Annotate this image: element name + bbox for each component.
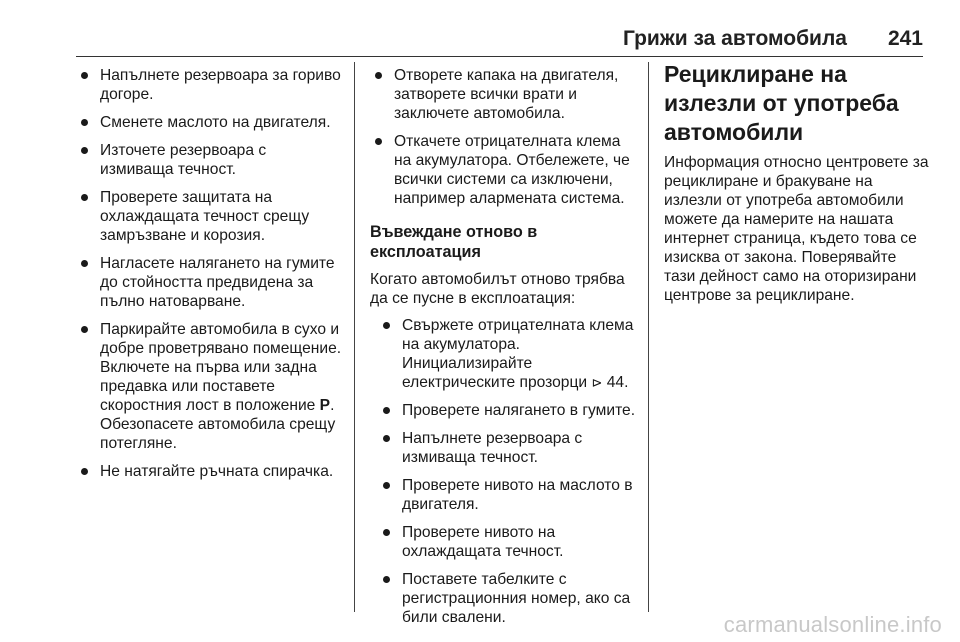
watermark: carmanualsonline.info [723,612,942,637]
list-item: Откачете отрицателната клема на акумулатора. Отбележете, че всички системи са изключени, например алармената система. [370,132,636,208]
header-title: Грижи за автомобила [622,27,847,50]
list-item: Проверете налягането в гумите. [378,401,636,420]
page-header [76,24,923,54]
list-item: Проверете нивото на охлаждащата течност. [378,523,636,561]
list-item: Напълнете резервоара за гориво догоре. [76,66,344,104]
list-item: Проверете нивото на маслото в двигателя. [378,476,636,514]
gear-position-label: P [319,397,331,414]
column-1 [76,66,344,490]
list-item: Нагласете налягането на гумите до стойността предвидена за пълно натоварване. [76,254,344,311]
list-item-text: Паркирайте автомобила в сухо и добре проветрявано помещение. Включете на първа или задна предавка или поставете скоростния лост в положение [100,321,342,414]
list-item: Проверете защитата на охлаждащата течност срещу замръзване и корозия. [76,188,344,245]
list-item: Поставете табелките с регистрационния номер, ако са били свалени. [378,570,636,627]
column-divider [354,62,355,612]
storage-steps-list-continued [370,66,636,208]
section-intro: Когато автомобилът отново трябва да се пусне в експлоатация: [370,271,625,307]
column-3 [664,61,930,305]
section-heading: Рециклиране на излезли от употреба автомобили [664,61,899,145]
column-divider [648,62,649,612]
list-item: Източете резервоара с измиваща течност. [76,141,344,179]
page-ref-arrow-icon: ⊳ [591,375,603,390]
section-heading: Въвеждане отново в експлоатация [370,223,538,261]
header-rule [76,56,923,57]
column-2 [370,66,636,636]
list-item-text: Свържете отрицателната клема на акумулатора. Инициализирайте електрическите прозорци [402,317,634,391]
list-item: Не натягайте ръчната спирачка. [76,462,344,481]
list-item: Напълнете резервоара с измиваща течност. [378,429,636,467]
page-number: 241 [887,27,923,50]
list-item [76,320,344,453]
list-item [378,316,636,392]
list-item: Отворете капака на двигателя, затворете всички врати и заключете автомобила. [370,66,636,123]
recommission-steps-list [370,316,636,627]
list-item: Сменете маслото на двигателя. [76,113,344,132]
page-reference-link[interactable]: 44. [606,374,629,391]
list-item-text: . Обезопасете автомобила срещу потегляне. [100,397,336,452]
body-paragraph: Информация относно центровете за рециклиране и бракуване на излезли от употреба автомобили можете да намерите на нашата интернет страница, където това се изисква от закона. Поверявайте тази дейност само на оторизирани центрове за рециклиране. [664,154,929,304]
storage-steps-list [76,66,344,481]
